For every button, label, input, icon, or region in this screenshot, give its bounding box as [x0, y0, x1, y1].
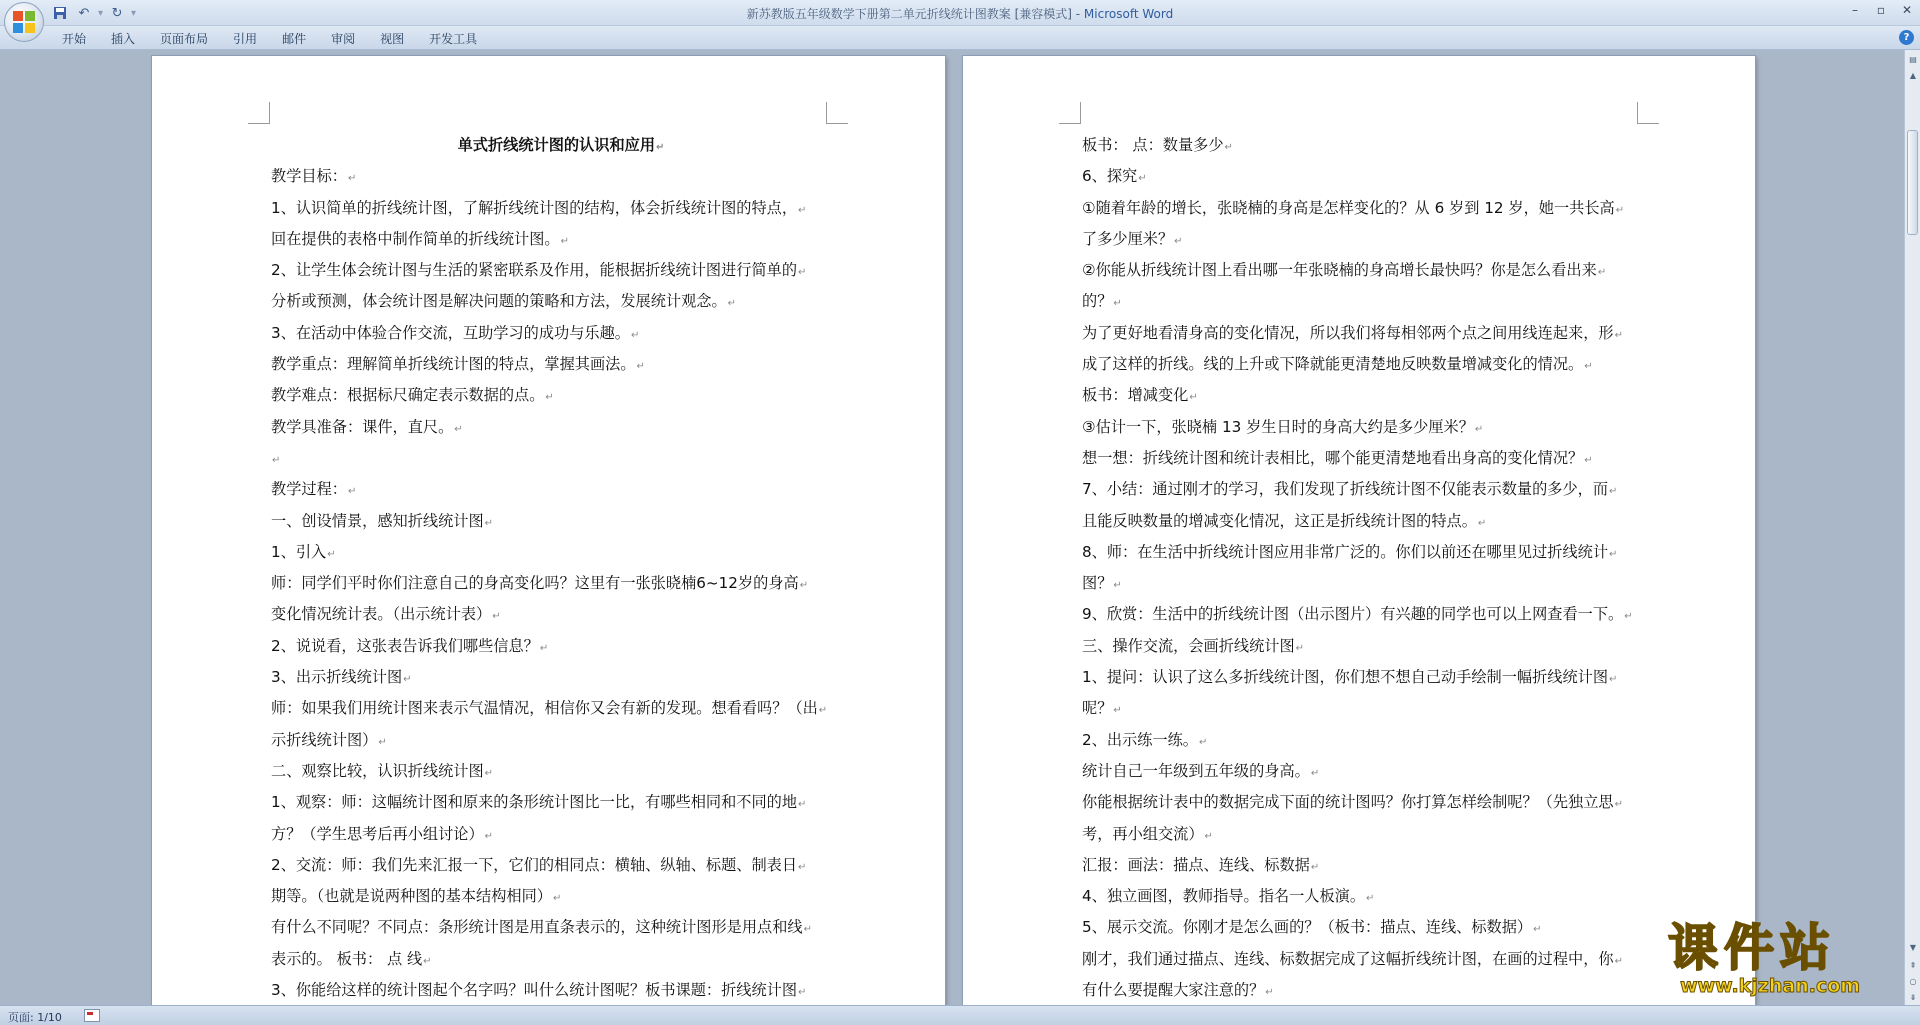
- paragraph-mark-icon: ↵: [727, 298, 737, 310]
- paragraph-mark-icon: ↵: [545, 392, 554, 404]
- right-page-line: [1082, 193, 1662, 224]
- paragraph-mark-icon: ↵: [484, 517, 494, 529]
- paragraph-text: 1、提问：认识了这么多折线统计图，你们想不想自己动手绘制一幅折线统计图: [1082, 668, 1609, 687]
- paragraph-text: 分析或预测，体会统计图是解决问题的策略和方法，发展统计观念。: [271, 292, 727, 311]
- right-page-line: [1082, 631, 1662, 662]
- right-page-line: [1082, 944, 1662, 975]
- tab-mailings[interactable]: 邮件: [282, 32, 307, 46]
- paragraph-text: 教学具准备：课件，直尺。: [271, 417, 454, 436]
- paragraph-mark-icon: ↵: [656, 142, 665, 153]
- margin-corner-mark: [1637, 102, 1659, 124]
- paragraph-text: 板书： 点：数量多少: [1082, 136, 1224, 154]
- paragraph-text: 4、独立画图，教师指导。指名一人板演。: [1082, 887, 1366, 906]
- left-page-line: [271, 130, 851, 161]
- document-title: 新苏教版五年级数学下册第二单元折线统计图教案 [兼容模式] -: [746, 7, 1084, 21]
- paragraph-text: 7、小结：通过刚才的学习，我们发现了折线统计图不仅能表示数量的多少，而: [1082, 480, 1609, 499]
- left-page-line: [271, 850, 851, 881]
- paragraph-text: 9、欣赏：生活中的折线统计图（出示图片）有兴趣的同学也可以上网查看一下。: [1082, 605, 1624, 624]
- title-bar: [0, 0, 1920, 26]
- right-page-line: [1082, 662, 1662, 693]
- right-page-line: [1082, 599, 1662, 630]
- paragraph-mark-icon: ↵: [1295, 642, 1305, 654]
- paragraph-text: 6、探究: [1082, 167, 1138, 186]
- paragraph-mark-icon: ↵: [347, 486, 357, 498]
- left-page-line: [271, 224, 851, 255]
- paragraph-mark-icon: ↵: [1204, 830, 1213, 842]
- paragraph-text: 师：如果我们用统计图来表示气温情况，相信你又会有新的发现。想看看吗？（出: [271, 699, 818, 718]
- paragraph-text: 了多少厘米？: [1082, 229, 1174, 248]
- minimize-icon[interactable]: –: [1852, 3, 1858, 17]
- right-page-line: [1082, 787, 1662, 818]
- paragraph-mark-icon: ↵: [1366, 893, 1375, 905]
- right-page-line: [1082, 443, 1662, 474]
- paragraph-text: 汇报：画法：描点、连线、标数据: [1082, 855, 1310, 874]
- paragraph-mark-icon: ↵: [1265, 987, 1274, 999]
- next-page-icon[interactable]: ⇟: [1909, 992, 1917, 1002]
- paragraph-mark-icon: ↵: [272, 454, 281, 466]
- paragraph-text: 刚才，我们通过描点、连线、标数据完成了这幅折线统计图，在画的过程中，你: [1082, 949, 1614, 968]
- paragraph-text: 成了这样的折线。线的上升或下降就能更清楚地反映数量增减变化的情况。: [1082, 355, 1584, 374]
- right-page-line: [1082, 756, 1662, 787]
- paragraph-mark-icon: ↵: [1615, 204, 1625, 216]
- left-page-line: [271, 756, 851, 787]
- paragraph-text: 8、师：在生活中折线统计图应用非常广泛的。你们以前还在哪里见过折线统计: [1082, 542, 1609, 561]
- right-page-line: [1082, 224, 1662, 255]
- right-page-line: [1082, 850, 1662, 881]
- left-page-line: [271, 568, 851, 599]
- right-page-line: [1082, 725, 1662, 756]
- right-page-line: [1082, 819, 1662, 850]
- paragraph-text: 2、出示练一练。: [1082, 730, 1198, 749]
- ruler-toggle-icon[interactable]: ▤: [1909, 54, 1917, 64]
- right-page-line: [1082, 412, 1662, 443]
- paragraph-mark-icon: ↵: [560, 235, 569, 247]
- office-button[interactable]: [4, 2, 44, 42]
- paragraph-text: 教学过程：: [271, 480, 347, 499]
- paragraph-text: 你能根据统计表中的数据完成下面的统计图吗？你打算怎样绘制呢？（先独立思: [1082, 793, 1614, 812]
- left-page-line: [271, 787, 851, 818]
- paragraph-text: 教学目标：: [271, 167, 347, 186]
- left-page-line: [271, 537, 851, 568]
- paragraph-mark-icon: ↵: [1310, 767, 1320, 779]
- watermark-url: www.kjzhan.com: [1680, 975, 1861, 997]
- paragraph-mark-icon: ↵: [799, 580, 809, 592]
- left-page-line: [271, 380, 851, 411]
- paragraph-text: 图？: [1082, 574, 1113, 593]
- tab-references[interactable]: 引用: [233, 32, 258, 46]
- paragraph-mark-icon: ↵: [347, 173, 357, 185]
- right-page-line: [1082, 506, 1662, 537]
- paragraph-text: 一、创设情景，感知折线统计图: [271, 511, 484, 530]
- paragraph-mark-icon: ↵: [539, 642, 549, 654]
- left-page-line: [271, 318, 851, 349]
- paragraph-text: 1、观察：师：这幅统计图和原来的条形统计图比一比，有哪些相同和不同的地: [271, 793, 798, 812]
- paragraph-mark-icon: ↵: [423, 955, 432, 967]
- paragraph-text: 的？: [1082, 292, 1113, 311]
- page-text-right[interactable]: [1082, 130, 1662, 1005]
- app-name: Microsoft Word: [1083, 7, 1174, 21]
- document-page-1[interactable]: [152, 56, 945, 1005]
- left-page-line: [271, 819, 851, 850]
- paragraph-text: 1、引入: [271, 542, 327, 561]
- right-page-line: [1082, 912, 1662, 943]
- close-icon[interactable]: ✕: [1901, 3, 1913, 17]
- ribbon-tabs: [52, 30, 492, 48]
- left-page-line: [271, 349, 851, 380]
- paragraph-mark-icon: ↵: [1584, 454, 1593, 466]
- margin-corner-mark: [1059, 102, 1081, 124]
- paragraph-mark-icon: ↵: [327, 548, 336, 560]
- paragraph-text: 2、说说看，这张表告诉我们哪些信息？: [271, 636, 539, 655]
- status-bar: [0, 1005, 1920, 1025]
- undo-dropdown-icon[interactable]: ▾: [98, 7, 104, 19]
- paragraph-mark-icon: ↵: [630, 329, 640, 341]
- document-workspace: [0, 50, 1904, 1005]
- paragraph-mark-icon: ↵: [798, 861, 807, 873]
- right-page-line: [1082, 693, 1662, 724]
- paragraph-text: ③估计一下，张晓楠 13 岁生日时的身高大约是多少厘米？: [1082, 417, 1474, 436]
- paragraph-mark-icon: ↵: [484, 830, 494, 842]
- left-page-line: [271, 599, 851, 630]
- right-page-line: [1082, 474, 1662, 505]
- paragraph-text: 2、让学生体会统计图与生活的紧密联系及作用，能根据折线统计图进行简单的: [271, 261, 798, 280]
- paragraph-mark-icon: ↵: [1609, 674, 1618, 686]
- right-page-line: [1082, 161, 1662, 192]
- left-page-line: [271, 506, 851, 537]
- paragraph-text: 统计自己一年级到五年级的身高。: [1082, 761, 1310, 780]
- paragraph-text: 教学难点：根据标尺确定表示数据的点。: [271, 386, 545, 405]
- paragraph-mark-icon: ↵: [1310, 861, 1320, 873]
- tab-insert[interactable]: 插入: [111, 32, 136, 46]
- right-page-line: [1082, 318, 1662, 349]
- paragraph-text: 3、在活动中体验合作交流，互助学习的成功与乐趣。: [271, 323, 630, 342]
- paragraph-mark-icon: ↵: [1138, 173, 1147, 185]
- left-page-line: [271, 412, 851, 443]
- maximize-icon[interactable]: ▫: [1876, 3, 1886, 17]
- paragraph-text: 回在提供的表格中制作简单的折线统计图。: [271, 229, 560, 248]
- ribbon: [0, 26, 1920, 50]
- right-page-line: [1082, 881, 1662, 912]
- left-page-line: [271, 881, 851, 912]
- margin-corner-mark: [826, 102, 848, 124]
- paragraph-text: 5、展示交流。你刚才是怎么画的？（板书：描点、连线、标数据）: [1082, 918, 1533, 937]
- paragraph-mark-icon: ↵: [1224, 142, 1233, 153]
- tab-home[interactable]: 开始: [62, 32, 87, 46]
- customize-toolbar-icon[interactable]: ▾: [131, 7, 137, 19]
- paragraph-mark-icon: ↵: [798, 799, 807, 811]
- paragraph-mark-icon: ↵: [798, 987, 807, 999]
- paragraph-mark-icon: ↵: [636, 361, 645, 373]
- left-page-line: [271, 161, 851, 192]
- left-page-line: [271, 975, 851, 1005]
- paragraph-mark-icon: ↵: [1198, 736, 1208, 748]
- paragraph-text: 教学重点：理解简单折线统计图的特点，掌握其画法。: [271, 355, 636, 374]
- paragraph-text: ②你能从折线统计图上看出哪一年张晓楠的身高增长最快吗？你是怎么看出来: [1082, 261, 1597, 280]
- paragraph-mark-icon: ↵: [1597, 267, 1607, 279]
- paragraph-mark-icon: ↵: [1614, 955, 1623, 967]
- watermark-logo: [1668, 920, 1908, 1000]
- paragraph-text: 二、观察比较，认识折线统计图: [271, 761, 484, 780]
- paragraph-mark-icon: ↵: [1113, 298, 1122, 310]
- right-page-line: [1082, 255, 1662, 286]
- paragraph-text: 3、你能给这样的统计图起个名字吗？叫什么统计图呢？板书课题：折线统计图: [271, 981, 798, 1000]
- paragraph-text: ①随着年龄的增长，张晓楠的身高是怎样变化的？从 6 岁到 12 岁，她一共长高: [1082, 198, 1615, 217]
- paragraph-mark-icon: ↵: [1609, 548, 1618, 560]
- paragraph-text: 呢？: [1082, 699, 1113, 718]
- watermark-brand: 课件站: [1668, 918, 1836, 977]
- left-page-line: [271, 193, 851, 224]
- paragraph-text: 期等。（也就是说两种图的基本结构相同）: [271, 887, 552, 906]
- redo-icon[interactable]: ↻: [111, 5, 123, 21]
- paragraph-text: 1、认识简单的折线统计图，了解折线统计图的结构，体会折线统计图的特点，: [271, 198, 798, 217]
- paragraph-mark-icon: ↵: [803, 924, 812, 936]
- vertical-scrollbar[interactable]: [1904, 50, 1920, 1005]
- right-page-line: [1082, 975, 1662, 1005]
- left-page-line: [271, 443, 851, 474]
- tab-view[interactable]: 视图: [380, 32, 405, 46]
- right-page-line: [1082, 349, 1662, 380]
- scrollbar-thumb[interactable]: [1907, 130, 1918, 235]
- paragraph-text: 考，再小组交流）: [1082, 824, 1204, 843]
- left-page-line: [271, 693, 851, 724]
- paragraph-text: 有什么要提醒大家注意的？: [1082, 981, 1265, 1000]
- paragraph-text: 有什么不同呢？不同点：条形统计图是用直条表示的，这种统计图形是用点和线: [271, 918, 803, 937]
- tab-developer[interactable]: 开发工具: [429, 32, 478, 46]
- spelling-check-icon[interactable]: [84, 1009, 100, 1022]
- window-title: [0, 5, 1920, 22]
- undo-icon[interactable]: ↶: [78, 5, 90, 21]
- paragraph-text: 表示的。 板书： 点 线: [271, 949, 423, 968]
- paragraph-mark-icon: ↵: [798, 204, 807, 216]
- previous-page-icon[interactable]: ⇞: [1909, 960, 1917, 970]
- left-page-line: [271, 255, 851, 286]
- office-logo-icon: [13, 11, 35, 33]
- paragraph-mark-icon: ↵: [454, 423, 463, 435]
- paragraph-text: 2、交流：师：我们先来汇报一下，它们的相同点：横轴、纵轴、标题、制表日: [271, 855, 798, 874]
- browse-object-icon[interactable]: ○: [1909, 976, 1917, 986]
- paragraph-text: 为了更好地看清身高的变化情况，所以我们将每相邻两个点之间用线连起来，形: [1082, 323, 1614, 342]
- left-page-line: [271, 631, 851, 662]
- paragraph-mark-icon: ↵: [1584, 361, 1593, 373]
- paragraph-mark-icon: ↵: [403, 674, 412, 686]
- paragraph-text: 单式折线统计图的认识和应用: [457, 136, 656, 154]
- paragraph-mark-icon: ↵: [1624, 611, 1633, 623]
- paragraph-mark-icon: ↵: [492, 611, 501, 623]
- paragraph-mark-icon: ↵: [1614, 799, 1623, 811]
- paragraph-mark-icon: ↵: [1113, 580, 1122, 592]
- paragraph-mark-icon: ↵: [1189, 392, 1198, 404]
- document-page-2[interactable]: [963, 56, 1755, 1005]
- paragraph-mark-icon: ↵: [1609, 486, 1618, 498]
- left-page-line: [271, 474, 851, 505]
- left-page-line: [271, 662, 851, 693]
- paragraph-mark-icon: ↵: [552, 893, 562, 905]
- paragraph-text: 板书：增减变化: [1082, 386, 1189, 405]
- page-text-left[interactable]: [271, 130, 851, 1005]
- paragraph-text: 3、出示折线统计图: [271, 668, 403, 687]
- paragraph-text: 示折线统计图）: [271, 730, 378, 749]
- paragraph-mark-icon: ↵: [1474, 423, 1484, 435]
- paragraph-mark-icon: ↵: [1174, 235, 1183, 247]
- paragraph-text: 师：同学们平时你们注意自己的身高变化吗？这里有一张张晓楠6~12岁的身高: [271, 574, 799, 593]
- paragraph-mark-icon: ↵: [378, 736, 387, 748]
- paragraph-text: 三、操作交流，会画折线统计图: [1082, 636, 1295, 655]
- paragraph-mark-icon: ↵: [1113, 705, 1122, 717]
- scroll-up-icon[interactable]: ▲: [1909, 70, 1917, 80]
- paragraph-text: 且能反映数量的增减变化情况，这正是折线统计图的特点。: [1082, 511, 1477, 530]
- paragraph-text: 想一想：折线统计图和统计表相比，哪个能更清楚地看出身高的变化情况？: [1082, 448, 1584, 467]
- right-page-line: [1082, 537, 1662, 568]
- help-icon[interactable]: ?: [1899, 30, 1914, 45]
- right-page-line: [1082, 130, 1662, 161]
- right-page-line: [1082, 286, 1662, 317]
- paragraph-mark-icon: ↵: [1614, 329, 1623, 341]
- tab-page-layout[interactable]: 页面布局: [160, 32, 209, 46]
- scroll-down-icon[interactable]: ▼: [1909, 942, 1917, 952]
- left-page-line: [271, 912, 851, 943]
- left-page-line: [271, 944, 851, 975]
- paragraph-mark-icon: ↵: [484, 767, 494, 779]
- left-page-line: [271, 286, 851, 317]
- window-controls: [1842, 0, 1920, 20]
- paragraph-mark-icon: ↵: [1477, 517, 1487, 529]
- paragraph-text: 方？（学生思考后再小组讨论）: [271, 824, 484, 843]
- page-count[interactable]: 页面: 1/10: [8, 1011, 62, 1024]
- paragraph-text: 变化情况统计表。（出示统计表）: [271, 605, 492, 624]
- left-page-line: [271, 725, 851, 756]
- right-page-line: [1082, 380, 1662, 411]
- paragraph-mark-icon: ↵: [1533, 924, 1542, 936]
- margin-corner-mark: [248, 102, 270, 124]
- right-page-line: [1082, 568, 1662, 599]
- tab-review[interactable]: 审阅: [331, 32, 356, 46]
- paragraph-mark-icon: ↵: [798, 267, 807, 279]
- paragraph-mark-icon: ↵: [818, 705, 828, 717]
